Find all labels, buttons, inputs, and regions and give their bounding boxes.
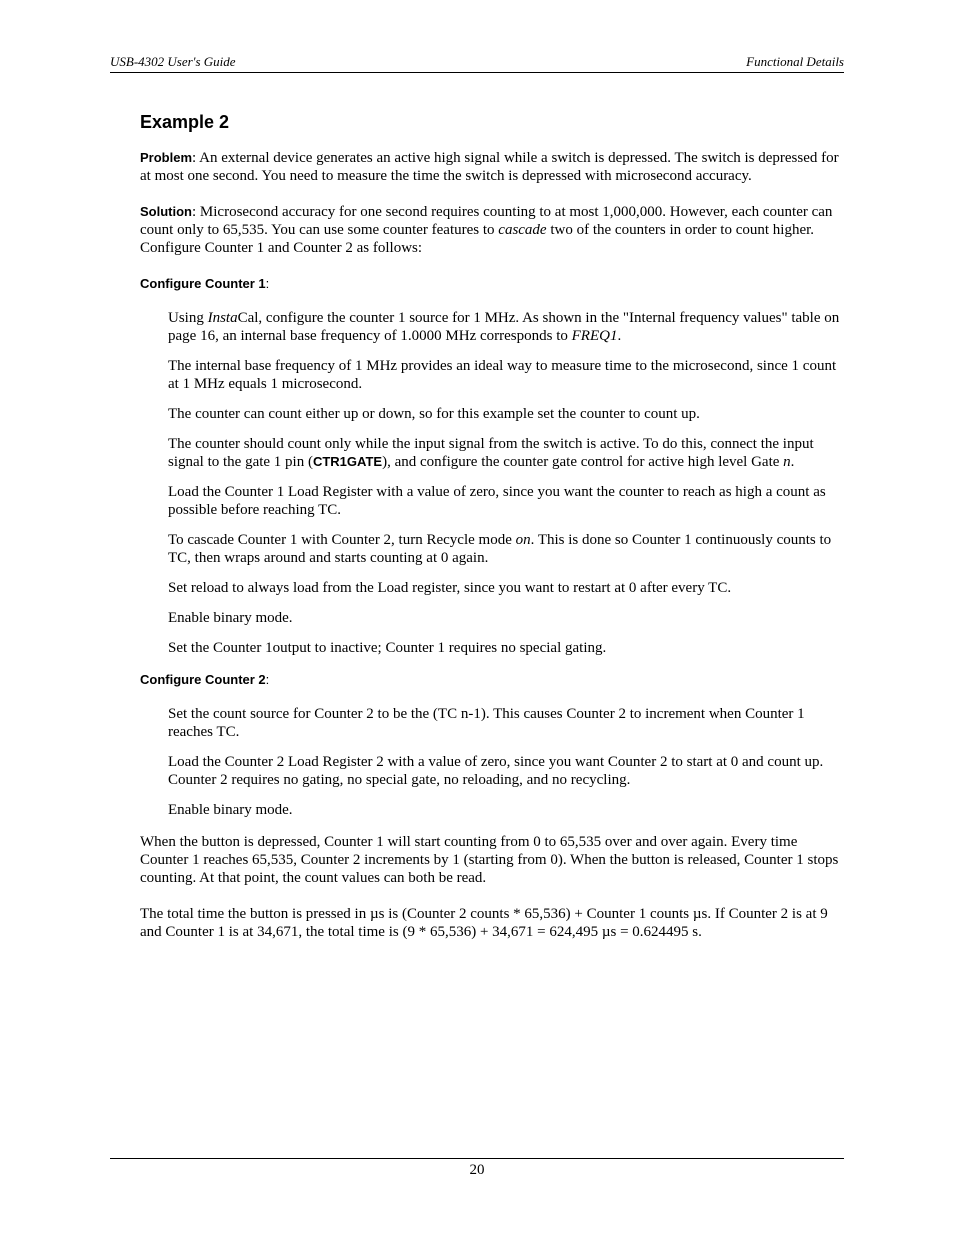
counter1-step-7: Set reload to always load from the Load register, since you want to restart at 0 after every TC. xyxy=(168,580,732,596)
running-footer xyxy=(110,1158,844,1179)
counter1-step-6-em: on xyxy=(515,532,531,548)
counter2-steps xyxy=(168,705,844,819)
counter1-step-2: The internal base frequency of 1 MHz provides an ideal way to measure time to the microsecond, since 1 count at 1 MHz equals 1 microsecond. xyxy=(168,358,837,392)
counter2-heading-colon: : xyxy=(265,672,270,687)
counter1-step-6 xyxy=(168,531,844,567)
counter1-step-1-b: Cal, configure the counter 1 source for 1 MHz. As shown in the "Internal frequency values" table on page 16, an internal base frequency of 1.0000 MHz corresponds to xyxy=(168,310,840,344)
solution-label: Solution xyxy=(140,204,192,219)
header-doc-title: USB-4302 User's Guide xyxy=(110,54,236,69)
counter1-heading xyxy=(140,275,844,293)
closing-paragraph-2: The total time the button is pressed in µs is (Counter 2 counts * 65,536) + Counter 1 counts µs. If Counter 2 is at 9 and Counter 1 is at 34,671, the total time is (9 * 65,536) + 34,671 = 624,495 µs = 0.624495 s. xyxy=(140,906,828,940)
page-title: Example 2 xyxy=(140,112,230,132)
counter1-steps xyxy=(168,309,844,657)
problem-paragraph xyxy=(140,149,844,185)
counter1-step-6-b: . This is done so Counter 1 continuously counts to TC, then wraps around and starts counting at 0 again. xyxy=(168,532,832,566)
counter1-step-4-a: The counter should count only while the input signal from the switch is active. To do this, connect the input signal to the gate 1 pin ( xyxy=(168,436,814,470)
counter1-step-1-em2: FREQ1 xyxy=(571,328,618,344)
counter2-heading-text: Configure Counter 2 xyxy=(140,672,266,687)
problem-text: : An external device generates an active high signal while a switch is depressed. The switch is depressed for at most one second. You need to measure the time the switch is depressed with microsecond accuracy. xyxy=(140,150,839,184)
counter1-step-5: Load the Counter 1 Load Register with a value of zero, since you want the counter to reach as high a count as possible before reaching TC. xyxy=(168,484,826,518)
counter1-heading-text: Configure Counter 1 xyxy=(140,276,266,291)
counter1-gate-pin: CTR1GATE xyxy=(312,454,383,469)
header-section-title: Functional Details xyxy=(746,54,844,69)
page-number: 20 xyxy=(469,1162,485,1178)
solution-text-b: two of the counters in order to count higher. Configure Counter 1 and Counter 2 as follows: xyxy=(140,222,815,256)
counter1-step-1-em: Insta xyxy=(207,310,238,326)
solution-paragraph xyxy=(140,203,844,257)
counter2-step-3: Enable binary mode. xyxy=(168,802,293,818)
counter1-step-1-c: . xyxy=(617,328,622,344)
counter1-step-3: The counter can count either up or down, so for this example set the counter to count up. xyxy=(168,406,700,422)
solution-text-a: : Microsecond accuracy for one second requires counting to at most 1,000,000. However, each counter can count only to 65,535. You can use some counter features to xyxy=(140,204,833,238)
counter1-step-6-a: To cascade Counter 1 with Counter 2, turn Recycle mode xyxy=(168,532,516,548)
counter1-step-1 xyxy=(168,309,844,345)
closing-paragraph-1: When the button is depressed, Counter 1 will start counting from 0 to 65,535 over and over again. Every time Counter 1 reaches 65,535, Counter 2 increments by 1 (starting from 0). When the button is released, Counter 1 stops counting. At that point, the count values can both be read. xyxy=(140,834,839,886)
counter1-step-4-c: . xyxy=(790,454,795,470)
problem-label: Problem xyxy=(140,150,193,165)
counter1-step-4 xyxy=(168,435,844,471)
counter2-step-1: Set the count source for Counter 2 to be the (TC n-1). This causes Counter 2 to increment when Counter 1 reaches TC. xyxy=(168,706,805,740)
solution-emphasis: cascade xyxy=(498,222,547,238)
page-content xyxy=(140,112,844,959)
counter1-step-1-a: Using xyxy=(168,310,208,326)
counter1-step-8: Enable binary mode. xyxy=(168,610,293,626)
counter2-step-2: Load the Counter 2 Load Register 2 with a value of zero, since you want Counter 2 to start at 0 and count up. Counter 2 requires no gating, no special gate, no reloading, and no recycling. xyxy=(168,754,824,788)
counter1-heading-colon: : xyxy=(265,276,270,291)
counter1-step-9: Set the Counter 1output to inactive; Counter 1 requires no special gating. xyxy=(168,640,607,656)
running-header xyxy=(110,54,844,73)
counter1-step-4-b: ), and configure the counter gate control for active high level Gate xyxy=(382,454,784,470)
counter2-heading xyxy=(140,671,844,689)
counter1-step-4-em: n xyxy=(783,454,791,470)
